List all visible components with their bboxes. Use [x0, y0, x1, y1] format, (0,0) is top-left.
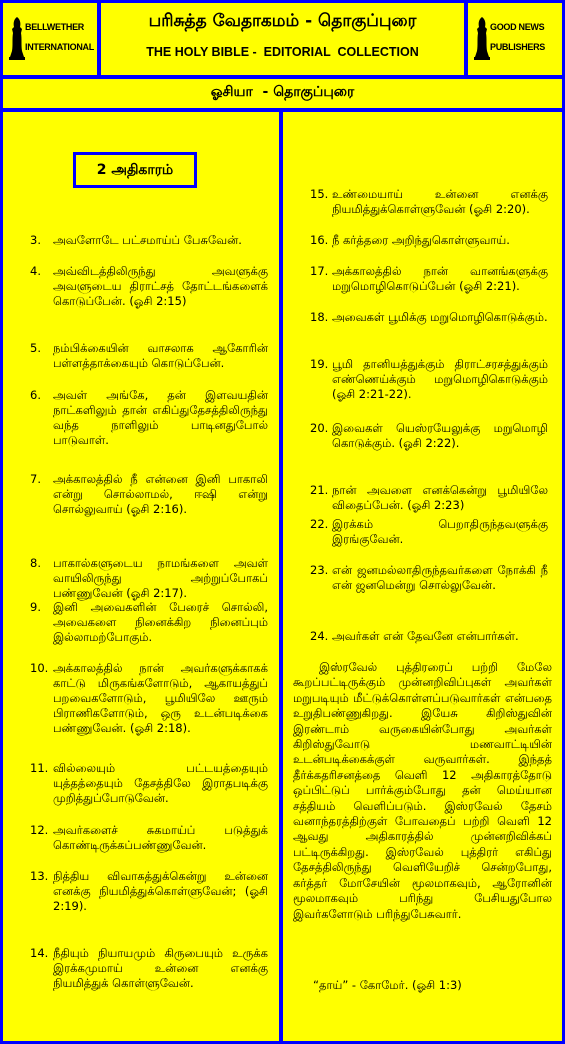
verse-text: நீ கர்த்தரை அறிந்துகொள்ளுவாய். [332, 233, 510, 247]
chapter-heading-box [73, 152, 197, 188]
verse-text: பூமி தானியத்துக்கும் திராட்சரசத்துக்கும் எண்ணெய்க்கும் மறுமொழிகொடுக்கும் (ஓசி 2:21-22). [332, 357, 548, 401]
left-logo-cell [3, 3, 97, 75]
verse-text: நான் அவளை எனக்கென்று பூமியிலே விதைப்பேன். (ஓசி 2:23) [332, 483, 548, 512]
left-logo-line1: BELLWETHER [25, 22, 84, 32]
verse-number: 17. [310, 264, 329, 278]
verse-text: அவளோடே பட்சமாய்ப் பேசுவேன். [53, 233, 242, 247]
bellwether-logo [7, 11, 93, 67]
verse-text: இவைகள் யெஸ்ரயேலுக்கு மறுமொழி கொடுக்கும். (ஓசி 2:22). [332, 421, 548, 450]
verse-text: அவர்களைச் சுகமாய்ப் படுத்துக் கொண்டிருக்கப்பண்ணுவேன். [53, 823, 268, 852]
verse-text: இரக்கம் பெறாதிருந்தவளுக்கு இரங்குவேன். [332, 517, 548, 546]
header-title-cell [101, 3, 464, 75]
right-logo-line1: GOOD NEWS [490, 22, 545, 32]
verse-text: அவ்விடத்திலிருந்து அவளுக்கு அவளுடைய திராட்சத் தோட்டங்களைக் கொடுப்பேன். (ஓசி 2:15) [53, 264, 268, 308]
verse-number: 20. [310, 421, 329, 435]
verse-number: 3. [30, 233, 41, 247]
verse-number: 5. [30, 341, 41, 355]
verse-number: 23. [310, 563, 329, 577]
english-title: THE HOLY BIBLE - EDITORIAL COLLECTION [146, 45, 419, 59]
good-news-logo [472, 11, 558, 67]
bellwether-logo-icon [9, 15, 25, 61]
left-column [3, 112, 279, 1041]
verse-text: பாகால்களுடைய நாமங்களை அவள் வாயிலிருந்து அற்றுப்போகப் பண்ணுவேன் (ஓசி 2:17). [53, 556, 268, 600]
good-news-logo-icon [474, 15, 490, 61]
right-column [283, 112, 562, 1041]
verse-number: 18. [310, 310, 329, 324]
verse-text: அக்காலத்தில் நீ என்னை இனி பாகாலி என்று சொல்லாமல், ஈஷி என்று சொல்லுவாய் (ஓசி 2:16). [53, 472, 268, 516]
chapter-heading: 2 அதிகாரம் [96, 162, 174, 178]
verse-number: 14. [30, 946, 49, 960]
verse-number: 21. [310, 483, 329, 497]
verse-number: 8. [30, 556, 41, 570]
verse-text: அக்காலத்தில் நான் வானங்களுக்கு மறுமொழிகொடுப்பேன் (ஓசி 2:21). [332, 264, 548, 293]
verse-number: 15. [310, 187, 329, 201]
verse-text: அவள் அங்கே, தன் இளவயதின் நாட்களிலும் தான் எகிப்துதேசத்திலிருந்து வந்த நாளிலும் பாடினதுபோல் பாடுவாள். [53, 388, 268, 447]
verse-text: அக்காலத்தில் நான் அவர்களுக்காகக் காட்டு மிருகங்களோடும், ஆகாயத்துப் பறவைகளோடும், பூமியிலே ஊரும் பிராணிகளோடும், ஒரு உடன்படிக்கை பண்ணுவேன். (ஓசி 2:18). [53, 661, 268, 735]
verse-number: 9. [30, 600, 41, 614]
verse-text: நீதியும் நியாயமும் கிருபையும் உருக்க இரக்கமுமாய் உன்னை எனக்கு நியமித்துக் கொள்ளுவேன். [53, 946, 268, 990]
verse-text: இனி அவைகளின் பேரைச் சொல்லி, அவைகளை நினைக்கிற நினைப்பும் இல்லாமற்போகும். [53, 600, 268, 644]
verse-text: உண்மையாய் உன்னை எனக்கு நியமித்துக்கொள்ளுவேன் (ஓசி 2:20). [332, 187, 548, 216]
verse-text: என் ஜனமல்லாதிருந்தவர்களை நோக்கி நீ என் ஜனமென்று சொல்லுவேன். [332, 563, 548, 592]
verse-text: நம்பிக்கையின் வாசலாக ஆகோரின் பள்ளத்தாக்கையும் கொடுப்பேன். [53, 341, 268, 370]
verse-text: அவர்கள் என் தேவனே என்பார்கள். [332, 629, 519, 643]
verse-number: 10. [30, 661, 49, 675]
verse-text: வில்லையும் பட்டயத்தையும் யுத்தத்தையும் தேசத்திலே இராதபடிக்கு முறித்துப்போடுவேன். [53, 761, 268, 805]
verse-text: நித்திய விவாகத்துக்கென்று உன்னை எனக்கு நியமித்துக்கொள்ளுவேன்; (ஓசி 2:19). [53, 869, 268, 913]
verse-number: 11. [30, 761, 49, 775]
footnote: “தாய்” - கோமேர். (ஓசி 1:3) [313, 978, 462, 992]
verse-text: அவைகள் பூமிக்கு மறுமொழிகொடுக்கும். [332, 310, 548, 324]
tamil-title: பரிசுத்த வேதாகமம் - தொகுப்புரை [148, 11, 417, 31]
verse-number: 22. [310, 517, 329, 531]
verse-number: 7. [30, 472, 41, 486]
verse-number: 16. [310, 233, 329, 247]
left-logo-line2: INTERNATIONAL [25, 42, 94, 52]
right-logo-cell [468, 3, 562, 75]
verse-number: 12. [30, 823, 49, 837]
verse-number: 13. [30, 869, 49, 883]
verse-number: 4. [30, 264, 41, 278]
verse-number: 24. [310, 629, 329, 643]
right-logo-line2: PUBLISHERS [490, 42, 546, 52]
verse-number: 6. [30, 388, 41, 402]
commentary-paragraph: இஸ்ரவேல் புத்திரரைப் பற்றி மேலே கூறப்பட்டிருக்கும் முன்னறிவிப்புகள் அவர்கள் மறுபடியும் மீட்டுக்கொள்ளப்படுவார்கள் என்பதை உறுதிபண்ணுகிறது. இயேசு கிறிஸ்துவின் இரண்டாம் வருகையின்போது அவர்கள் கிறிஸ்துவோடு மணவாட்டியின் உடன்படிக்கைக்குள் வருவார்கள். இந்தத் தீர்க்கதரிசனத்தை வெளி 12 அதிகாரத்தோடு ஒப்பிட்டுப் பார்க்கும்போது தன் மெய்யான சத்தியம் வெளிப்படும். இஸ்ரவேல் தேசம் வனாந்தரத்திற்குள் போவதைப் பற்றி வெளி 12 ஆவது அதிகாரத்தில் முன்னறிவிக்கப் பட்டிருக்கிறது. இஸ்ரவேல் புத்திரர் எகிப்து தேசத்திலிருந்து வெளியேறிச் சென்றபோது, கர்த்தர் மோசேயின் மூலமாகவும், ஆரோனின் மூலமாகவும் பரிந்து பேசியதுபோல இவர்களோடும் பரிந்துபேசுவார். [293, 660, 552, 921]
subtitle-bar [3, 79, 562, 108]
verse-number: 19. [310, 357, 329, 371]
book-subtitle: ஓசியா - தொகுப்புரை [210, 84, 355, 100]
